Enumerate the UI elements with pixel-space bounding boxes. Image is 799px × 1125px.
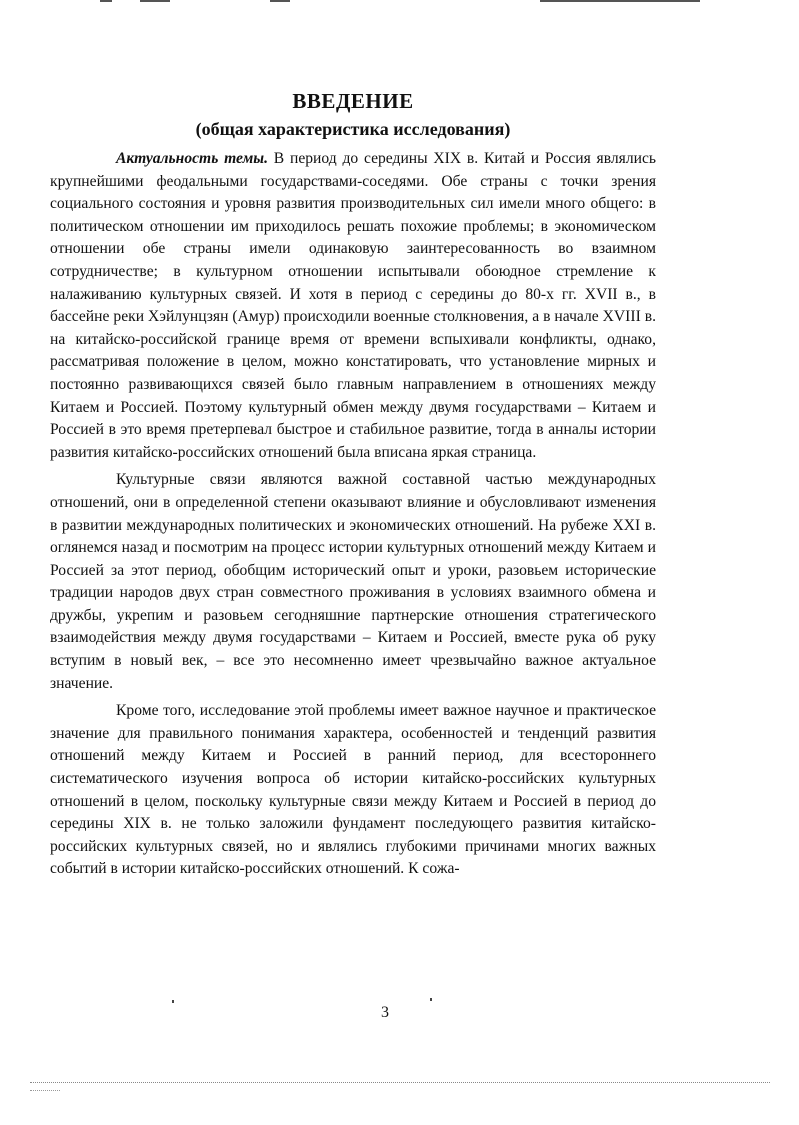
page-number: 3 [381,1004,389,1021]
paragraph-cultural-ties: Культурные связи являются важной составной частью международных отношений, они в определенной степени оказывают влияние и обусловливают изменения в развитии международных политических и экономических отношений. На рубеже XXI в. оглянемся назад и посмотрим на процесс истории культурных отношений между Китаем и Россией за этот период, обобщим исторический опыт и уроки, разовьем исторические традиции народов двух стран совместного проживания в условиях взаимного обмена и дружбы, укрепим и разовьем сегодняшние партнерские отношения стратегического взаимодействия между двумя государствами – Китаем и Россией, вместе рука об руку вступим в новый век, – все это несомненно имеет чрезвычайно важное актуальное значение. [50,471,656,692]
scan-speck [430,998,432,1001]
scan-edge-top [0,0,799,6]
scan-edge-bottom-mark [30,1090,60,1092]
paragraph-relevance [50,148,656,464]
document-page [50,86,656,881]
scan-edge-bottom [30,1082,770,1085]
chapter-subtitle: (общая характеристика исследования) [195,119,511,139]
scan-speck [172,1000,174,1003]
chapter-title: ВВЕДЕНИЕ [292,89,414,113]
paragraph-relevance-text: В период до середины XIX в. Китай и Россия являлись крупнейшими феодальными государствами-соседями. Обе страны с точки зрения социального состояния и уровня развития производительных сил имели много общего: в политическом отношении им приходилось решать похожие проблемы; в экономическом отношении обе страны имели одинаковую заинтересованность во взаимном сотрудничестве; в культурном отношении испытывали обоюдное стремление к налаживанию культурных связей. И хотя в период с середины до 80-х гг. XVII в., в бассейне реки Хэйлунцзян (Амур) происходили военные столкновения, а в начале XVIII в. на китайско-российской границе время от времени вспыхивали конфликты, однако, рассматривая положение в целом, можно констатировать, что установление мирных и постоянно развивающихся связей было главным направлением в отношениях между Китаем и Россией. Поэтому культурный обмен между двумя государствами – Китаем и Россией в это время претерпевал быстрое и стабильное развитие, тогда в анналы истории развития китайско-российских отношений была вписана яркая страница. [50,150,656,461]
paragraph-lead-term: Актуальность темы. [116,150,268,167]
paragraph-significance: Кроме того, исследование этой проблемы имеет важное научное и практическое значение для правильного понимания характера, особенностей и тенденций развития отношений между Китаем и Россией в ранний период, для всестороннего систематического изучения вопроса об истории китайско-российских культурных отношений в целом, поскольку культурные связи между Китаем и Россией в период до середины XIX в. не только заложили фундамент последующего развития китайско-российских культурных связей, но и являлись глубокими причинами многих важных событий в истории китайско-российских отношений. К сожа- [50,702,656,878]
